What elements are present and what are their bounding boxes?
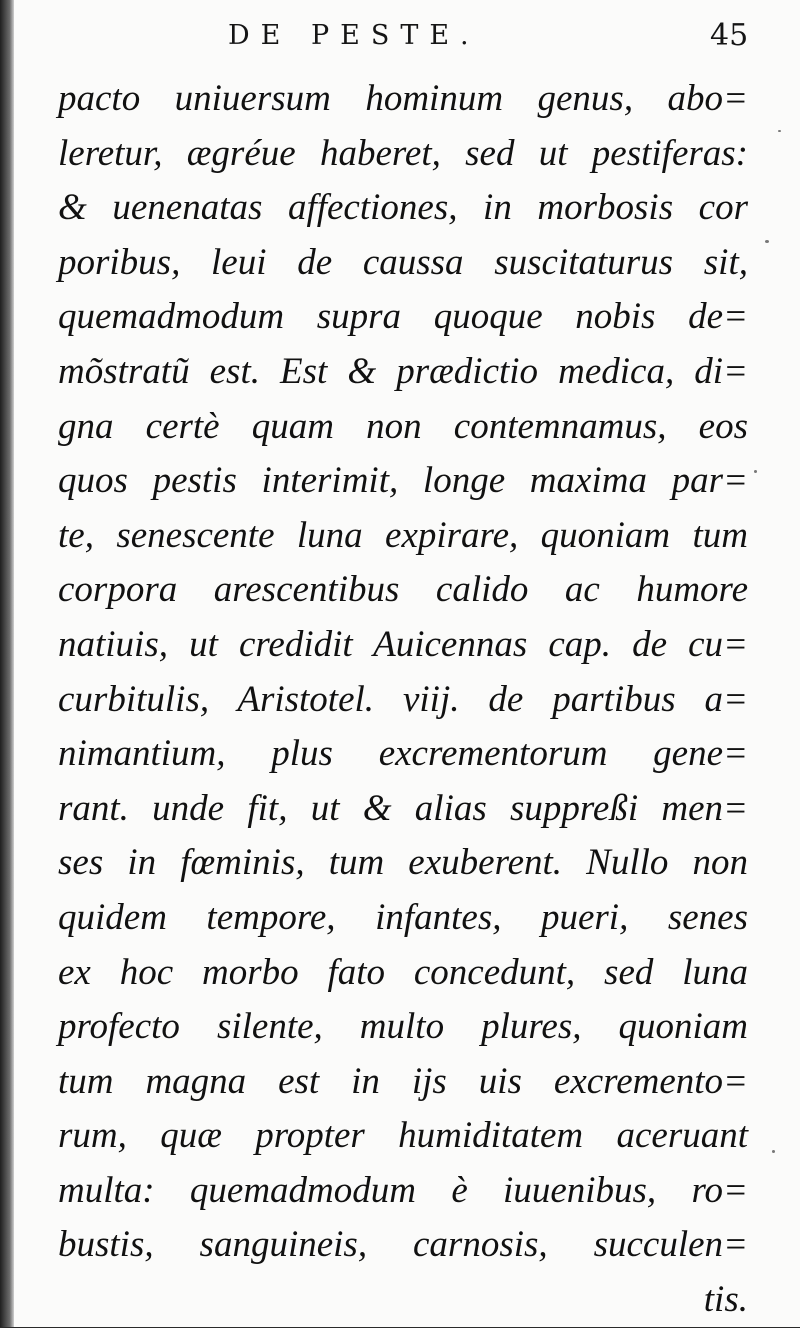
text-line: profecto silente, multo plures, quoniam (58, 1006, 748, 1048)
text-line: poribus, leui de caussa suscitaturus sit, (58, 241, 748, 283)
body-text (58, 72, 748, 1328)
text-line: rant. unde fit, ut & alias suppreßi men= (58, 787, 748, 829)
text-line: natiuis, ut credidit Auicennas cap. de cu= (58, 623, 748, 665)
text-line: ses in fœminis, tum exuberent. Nullo non (58, 842, 748, 884)
text-line: gna certè quam non contemnamus, eos (58, 405, 748, 447)
text-line: leretur, ægréue haberet, sed ut pestiferas: (58, 132, 748, 174)
catchword: tis. (703, 1279, 748, 1321)
text-line: quemadmodum supra quoque nobis de= (58, 296, 748, 338)
text-line: corpora arescentibus calido ac humore (58, 569, 748, 611)
text-line: mõstratũ est. Est & prædictio medica, di= (58, 350, 748, 392)
ink-speck (772, 1150, 775, 1153)
text-line: ex hoc morbo fato concedunt, sed luna (58, 951, 748, 993)
book-page (14, 0, 800, 1327)
text-line: quidem tempore, infantes, pueri, senes (58, 896, 748, 938)
text-line: tum magna est in ijs uis excremento= (58, 1060, 748, 1102)
text-line: multa: quemadmodum è iuuenibus, ro= (58, 1169, 748, 1211)
ink-speck (754, 470, 757, 473)
text-line: bustis, sanguineis, carnosis, succulen= (58, 1224, 748, 1266)
ink-speck (778, 130, 781, 132)
page-number: 45 (710, 18, 749, 53)
text-line: te, senescente luna expirare, quoniam tum (58, 514, 748, 556)
running-title: DE PESTE. (228, 20, 480, 51)
book-binding-edge (0, 0, 14, 1327)
text-line: curbitulis, Aristotel. viij. de partibus a= (58, 678, 748, 720)
ink-speck (765, 240, 769, 243)
text-line: nimantium, plus excrementorum gene= (58, 733, 748, 775)
text-line: & uenenatas affectiones, in morbosis cor (58, 187, 748, 229)
text-line: pacto uniuersum hominum genus, abo= (58, 78, 748, 119)
text-line: rum, quæ propter humiditatem aceruant (58, 1115, 748, 1157)
text-line: quos pestis interimit, longe maxima par= (58, 460, 748, 502)
